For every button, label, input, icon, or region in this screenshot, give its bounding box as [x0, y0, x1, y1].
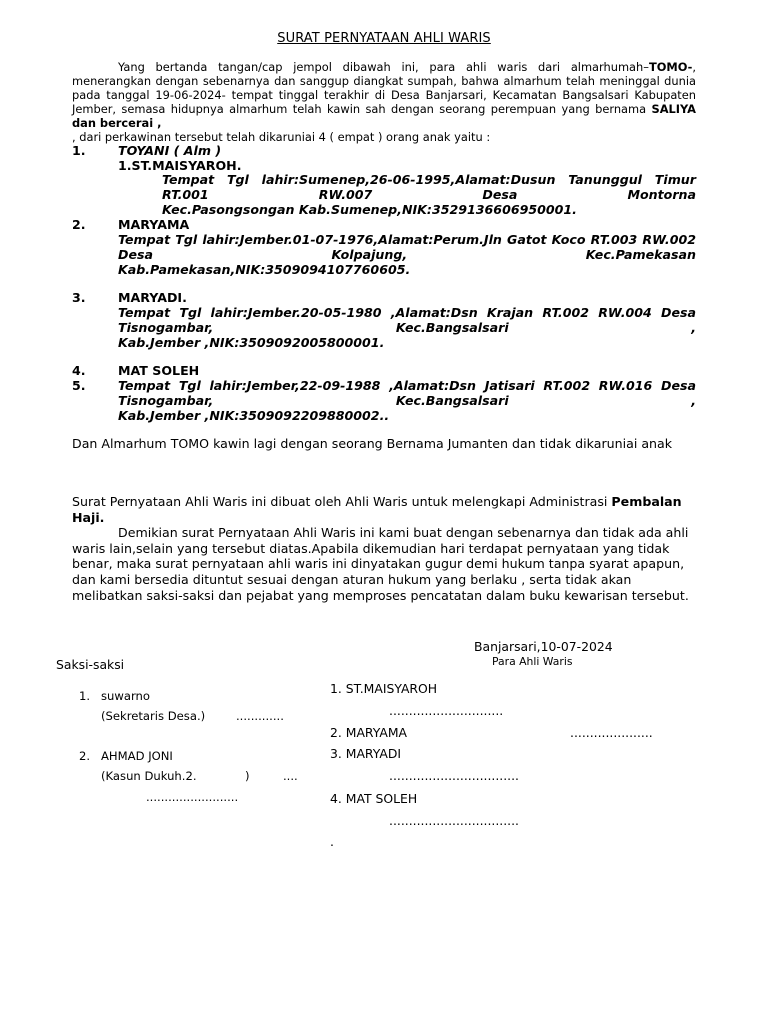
remarriage-paragraph: Dan Almarhum TOMO kawin lagi dengan seorang Bernama Jumanten dan tidak dikaruniai anak: [72, 436, 673, 451]
heir-detail-last-line: Kec.Pasongsongan Kab.Sumenep,NIK:3529136606950001.: [162, 202, 577, 218]
trailing-dot: .: [330, 834, 334, 849]
heir-sign-2-line: .....................: [570, 725, 653, 740]
heir-sign-2-label: 2. MARYAMA: [330, 725, 407, 740]
heir-3-detail: [118, 305, 696, 351]
heir-name: MAT SOLEH: [118, 363, 200, 378]
heir-sign-3-label: 3. MARYADI: [330, 746, 402, 761]
heir-detail-text: Tempat Tgl lahir:Jember,22-09-1988 ,Alamat:Dsn Jatisari RT.002 RW.016 Desa Tisnogambar, Kec.Bangsalsari ,: [118, 378, 696, 409]
witness-1-number: 1.: [79, 689, 91, 703]
witness-1-name: suwarno: [101, 689, 150, 703]
spouse-name: SALIYA dan bercerai ,: [72, 102, 696, 130]
witness-2-role: (Kasun Dukuh.2.: [101, 769, 197, 783]
closing-paragraph: Demikian surat Pernyataan Ahli Waris ini kami buat dengan sebenarnya dan tidak ada ahli waris lain,selain yang tersebut diatas.Apabila dikemudian hari terdapat pernyataan yang tidak benar, maka surat pernyataan ahli waris ini dinyatakan gugur demi hukum tanpa syarat apapun, dan kami bersedia dituntut sesuai dengan aturan hukum yang berlaku , serta tidak akan melibatkan saksi-saksi dan pejabat yang memproses pencatatan dalam buku kewarisan tersebut.: [72, 525, 689, 603]
heir-detail-last-line: Kab.Jember ,NIK:3509092005800001.: [118, 335, 385, 351]
heir-detail-text: Tempat Tgl lahir:Sumenep,26-06-1995,Alamat:Dusun Tanunggul Timur RT.001 RW.007 Desa Montorna: [162, 172, 696, 203]
intro-text-c: , menerangkan dengan sebenarnya dan sanggup diangkat sumpah, bahwa almarhum telah meninggal dunia pada tanggal 19-06-2024- tempat tinggal terakhir di Desa Banjarsari, Kecamatan Bangsalsari Kabupaten Jember, semasa hidupnya almarhum telah kawin sah dengan seorang perempuan yang bernama: [72, 60, 696, 116]
heir-sign-4-line: .................................: [389, 813, 519, 828]
heir-2-detail: [118, 232, 696, 278]
heir-number: 4.: [72, 363, 86, 378]
intro-text-a: Yang bertanda tangan/cap jempol dibawah ini, para ahli waris dari almarhumah–: [118, 60, 649, 74]
heir-sign-4-label: 4. MAT SOLEH: [330, 791, 418, 806]
witness-2-number: 2.: [79, 749, 91, 763]
heir-5-detail: [118, 378, 696, 424]
witness-2-role-close: ): [245, 769, 250, 783]
heir-number: 2.: [72, 217, 86, 232]
heir-number: 3.: [72, 290, 86, 305]
deceased-name: TOMO-: [648, 60, 693, 74]
heir-name: MARYADI.: [118, 290, 187, 305]
heir-name: MARYAMA: [118, 217, 190, 232]
witness-2-dots: ....: [283, 769, 298, 783]
witness-label: Saksi-saksi: [56, 657, 125, 672]
heir-detail-last-line: Kab.Jember ,NIK:3509092209880002..: [118, 408, 390, 424]
purpose-paragraph: [72, 494, 696, 603]
witness-1-role: (Sekretaris Desa.): [101, 709, 206, 723]
heir-detail-text: Tempat Tgl lahir:Jember.20-05-1980 ,Alamat:Dsn Krajan RT.002 RW.004 Desa Tisnogambar, Kec.Bangsalsari ,: [118, 305, 696, 336]
purpose-text: Surat Pernyataan Ahli Waris ini dibuat oleh Ahli Waris untuk melengkapi Administrasi: [72, 494, 612, 509]
heirs-label: Para Ahli Waris: [492, 655, 573, 668]
heir-detail-last-line: Kab.Pamekasan,NIK:3509094107760605.: [118, 262, 411, 278]
heir-detail-text: Tempat Tgl lahir:Jember.01-07-1976,Alamat:Perum.Jln Gatot Koco RT.003 RW.002 Desa Kolpajung, Kec.Pamekasan: [118, 232, 696, 263]
heir-sign-1-label: 1. ST.MAISYAROH: [330, 681, 438, 696]
place-date: Banjarsari,10-07-2024: [474, 639, 613, 654]
children-count-text: , dari perkawinan tersebut telah dikaruniai 4 ( empat ) orang anak yaitu :: [72, 130, 491, 144]
heir-number: 5.: [72, 378, 86, 393]
purpose-bold: Pembalan Haji.: [72, 494, 682, 525]
heir-1-detail: [162, 172, 696, 218]
heir-sign-1-line: .............................: [389, 703, 504, 718]
intro-paragraph: [72, 60, 696, 144]
heir-sign-3-line: .................................: [389, 768, 519, 783]
witness-2-signature-line: .........................: [146, 790, 239, 804]
heir-name: TOYANI ( Alm ): [118, 143, 222, 158]
heir-child-name: 1.ST.MAISYAROH.: [118, 158, 242, 173]
heir-number: 1.: [72, 143, 86, 158]
document-title: SURAT PERNYATAAN AHLI WARIS: [277, 31, 491, 46]
witness-1-signature-line: .............: [236, 709, 284, 723]
witness-2-name: AHMAD JONI: [101, 749, 173, 763]
